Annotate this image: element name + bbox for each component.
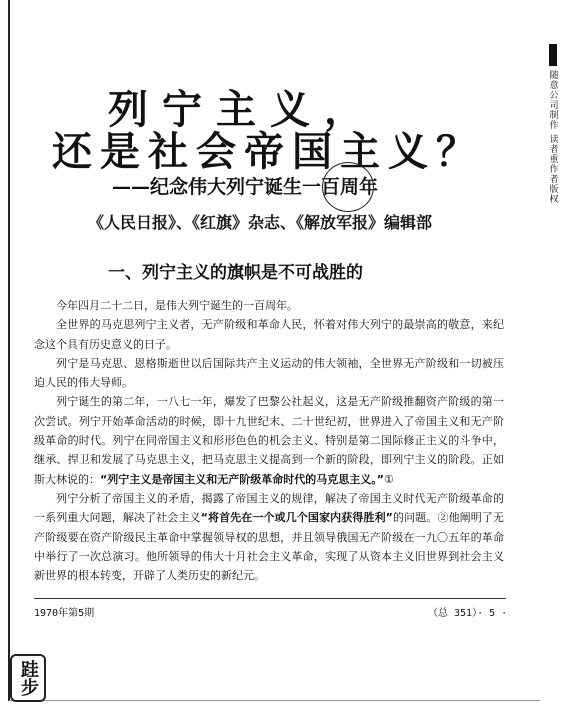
lenin-quote: “将首先在一个或几个国家内获得胜利” bbox=[200, 511, 393, 525]
side-watermark-text: 随意公司制作 读者重作者版权 bbox=[547, 70, 558, 204]
stalin-quote: “列宁主义是帝国主义和无产阶级革命时代的马克思主义。” bbox=[100, 472, 384, 486]
paragraph-5 bbox=[34, 489, 504, 585]
hand-drawn-circle-mark bbox=[322, 162, 374, 212]
paragraph-4 bbox=[34, 392, 504, 488]
article-title-line1: 列宁主义， bbox=[108, 87, 378, 133]
paragraph-2: 全世界的马克思列宁主义者，无产阶级和革命人民，怀着对伟大列宁的最崇高的敬意，来纪念这个具有历史意义的日子。 bbox=[34, 318, 504, 351]
footnote-ref-1: ① bbox=[383, 472, 394, 486]
side-watermark-strip bbox=[546, 44, 560, 204]
editorial-byline: 《人民日报》、《红旗》杂志、《解放军报》编辑部 bbox=[88, 213, 433, 232]
footer-rule bbox=[34, 598, 506, 599]
section-heading: 一、列宁主义的旗帜是不可战胜的 bbox=[108, 263, 363, 283]
paragraph-4-text: 列宁诞生的第二年，一八七一年，爆发了巴黎公社起义，这是无产阶级推翻资产阶级的第一次尝试。列宁开始革命活动的时候，即十九世纪末、二十世纪初，世界进入了帝国主义和无产阶级革命的时代。列宁在同帝国主义和形形色色的机会主义、特别是第二国际修正主义的斗争中，继承、捍卫和发展了马克思主义，把马克思主义提高到一个新的阶段，即列宁主义的阶段。正如斯大林说的： bbox=[34, 395, 504, 486]
page-number: （总 351）· 5 · bbox=[428, 608, 508, 619]
paragraph-1: 今年四月二十二日，是伟大列宁诞生的一百周年。 bbox=[56, 299, 298, 312]
article-body bbox=[34, 296, 504, 585]
paragraph-3: 列宁是马克思、恩格斯逝世以后国际共产主义运动的伟大领袖，全世界无产阶级和一切被压迫人民的伟大导师。 bbox=[34, 356, 504, 390]
issue-label: 1970年第5期 bbox=[34, 608, 95, 619]
article-title-line2: 还是社会帝国主义？ bbox=[52, 129, 484, 175]
seal-stamp bbox=[10, 654, 46, 702]
side-black-bar bbox=[549, 44, 557, 66]
stamp-text: 跬步 bbox=[18, 660, 39, 696]
article-subtitle: ——纪念伟大列宁诞生一百周年 bbox=[112, 176, 379, 198]
paragraph-5-text-a: 列宁分析了帝国主义的矛盾，揭露了帝国主义的规律，解决了帝国主义时代无产阶级革命的一系列重大问题，解决了社会主义 bbox=[34, 491, 504, 525]
paragraph-5-text-b: 的问题。②他阐明了无产阶级要在资产阶级民主革命中掌握领导权的思想，并且领导俄国无产阶级在一九〇五年的革命中举行了一次总演习。他所领导的伟大十月社会主义革命，实现了从资本主义旧世界到社会主义新世界的根本转变，开辟了人类历史的新纪元。 bbox=[34, 511, 505, 583]
